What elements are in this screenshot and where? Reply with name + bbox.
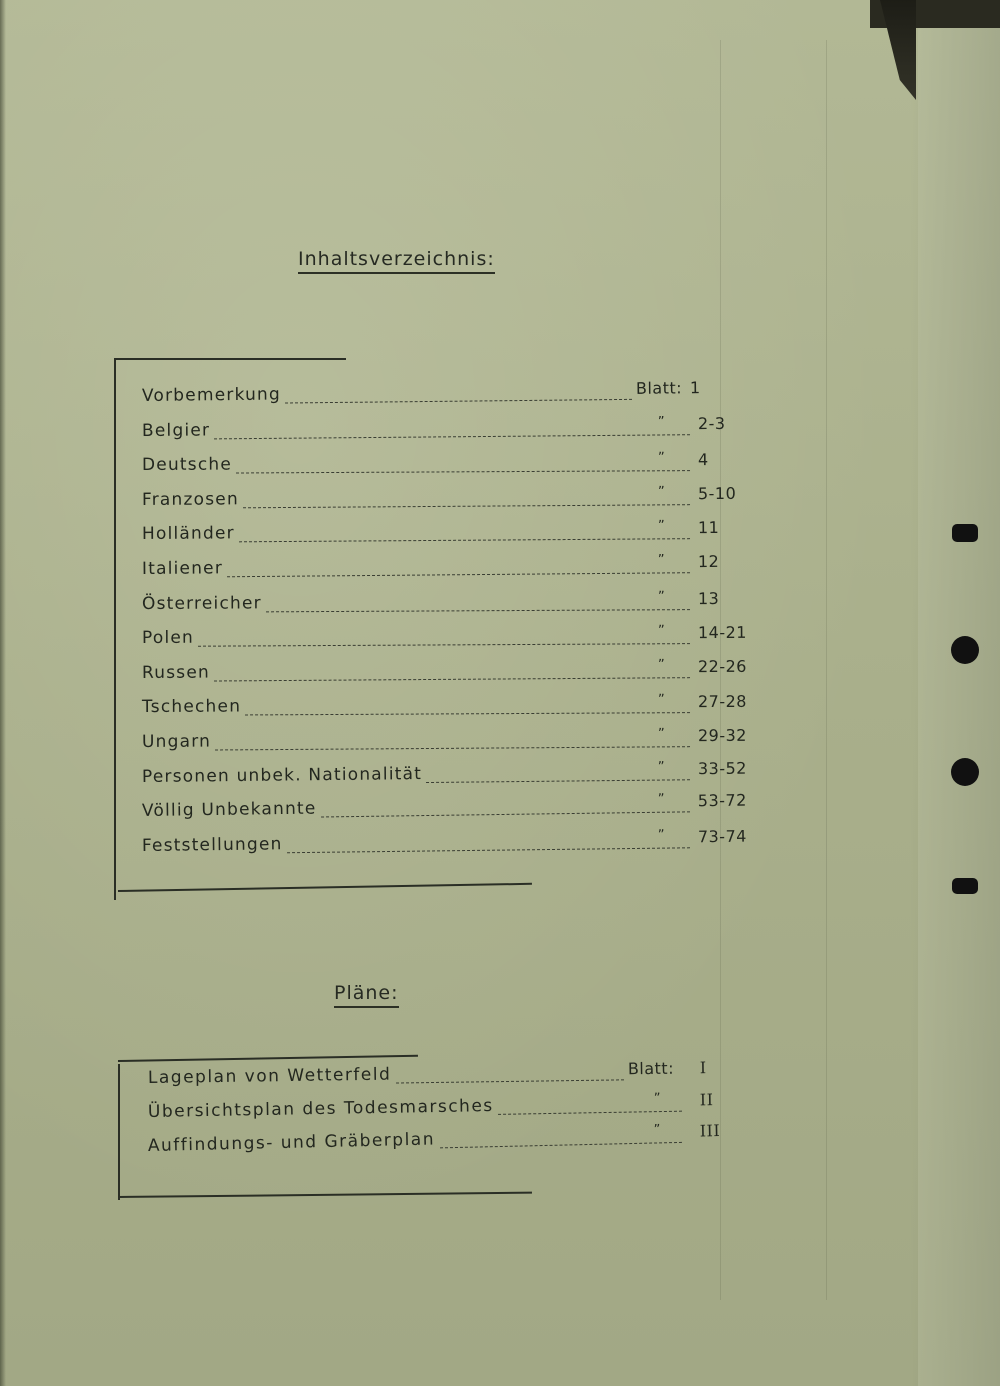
contents-row: [141, 691, 762, 725]
plans-entry-label: Lageplan von Wetterfeld: [147, 1064, 392, 1088]
plans-bracket-bottom: [118, 1192, 532, 1198]
leader-line: [287, 847, 690, 853]
leader-line: [243, 504, 690, 508]
page-title: Inhaltsverzeichnis:: [298, 248, 495, 274]
leader-line: [245, 712, 690, 715]
punch-hole: [952, 524, 978, 542]
ditto-mark: ”: [657, 827, 665, 843]
punch-hole: [952, 878, 978, 894]
blatt-label: Blatt:: [635, 378, 683, 398]
contents-entry-page: 22-26: [697, 656, 748, 677]
ditto-mark: ”: [657, 484, 665, 500]
ditto-mark: ”: [653, 1122, 661, 1138]
page-edge-shadow: [0, 0, 6, 1386]
plans-entry-page: III: [699, 1121, 721, 1141]
ditto-mark: ”: [657, 657, 665, 673]
leader-line: [498, 1111, 682, 1115]
contents-entry-page: 27-28: [697, 691, 748, 712]
contents-entry-page: 2-3: [697, 413, 726, 434]
leader-line: [440, 1142, 682, 1148]
contents-entry-page: 5-10: [697, 483, 737, 504]
ditto-mark: ”: [657, 552, 665, 568]
plans-bracket-left: [118, 1064, 120, 1200]
bracket-top: [114, 358, 346, 360]
contents-row: [141, 517, 762, 552]
contents-entry-page: 53-72: [697, 790, 747, 811]
contents-row: [141, 483, 762, 518]
contents-entry-page: 1: [689, 378, 701, 398]
contents-row: [141, 656, 762, 691]
contents-entry-label: Russen: [141, 662, 211, 683]
leader-line: [215, 746, 690, 750]
ditto-mark: ”: [657, 623, 665, 639]
contents-row: [141, 758, 762, 795]
contents-entry-page: 11: [697, 517, 720, 538]
contents-entry-page: 14-21: [697, 622, 748, 643]
plans-heading: Pläne:: [334, 982, 399, 1008]
contents-entry-page: 73-74: [697, 826, 747, 847]
punch-hole: [951, 758, 979, 786]
contents-entry-label: Personen unbek. Nationalität: [141, 764, 423, 787]
ditto-mark: ”: [657, 759, 665, 775]
contents-entry-label: Franzosen: [141, 489, 239, 510]
contents-entry-label: Holländer: [141, 523, 235, 544]
contents-entry-label: Feststellungen: [141, 834, 283, 856]
ditto-mark: ”: [657, 414, 665, 430]
bracket-bottom: [118, 883, 532, 892]
contents-row: [141, 413, 762, 449]
contents-row: [142, 828, 762, 864]
leader-line: [321, 811, 690, 817]
plans-row: [148, 1060, 728, 1096]
contents-row: [141, 622, 762, 656]
leader-line: [227, 572, 690, 577]
leader-line: [214, 434, 690, 439]
contents-entry-label: Tschechen: [141, 696, 242, 717]
contents-entry-page: 12: [697, 551, 720, 572]
bracket-left: [114, 358, 116, 900]
contents-row: [142, 380, 762, 414]
leader-line: [396, 1079, 624, 1083]
leader-line: [198, 643, 690, 647]
ditto-mark: ”: [653, 1091, 661, 1107]
ditto-mark: ”: [657, 518, 665, 534]
ditto-mark: ”: [657, 692, 665, 708]
leader-line: [236, 470, 690, 473]
contents-entry-page: 4: [697, 450, 709, 470]
punch-hole: [951, 636, 979, 664]
plans-entry-label: Übersichtsplan des Todesmarsches: [147, 1095, 494, 1122]
contents-entry-page: 13: [697, 588, 720, 609]
contents-row: [141, 588, 762, 622]
ditto-mark: ”: [657, 450, 665, 466]
plans-entry-label: Auffindungs- und Gräberplan: [147, 1129, 436, 1156]
leader-line: [239, 538, 690, 542]
contents-entry-label: Belgier: [141, 420, 211, 441]
ditto-mark: ”: [657, 791, 665, 807]
plans-entry-page: I: [699, 1058, 707, 1078]
contents-entry-label: Deutsche: [141, 454, 233, 475]
plans-entry-page: II: [699, 1090, 714, 1110]
contents-entry-label: Völlig Unbekannte: [141, 798, 317, 821]
blatt-label: Blatt:: [627, 1058, 675, 1079]
contents-row: [141, 725, 762, 760]
plans-bracket-top: [118, 1055, 418, 1062]
contents-entry-label: Italiener: [141, 558, 224, 579]
contents-row: [142, 452, 762, 483]
leader-line: [285, 399, 632, 404]
leader-line: [266, 609, 690, 612]
leader-line: [426, 779, 690, 783]
contents-entry-label: Vorbemerkung: [141, 384, 282, 406]
contents-row: [141, 551, 762, 587]
contents-entry-page: 29-32: [697, 725, 748, 746]
plans-row: [148, 1123, 728, 1164]
contents-entry-label: Ungarn: [141, 731, 212, 752]
binding-strip: [918, 20, 1000, 1386]
torn-corner: [880, 0, 916, 100]
contents-entry-page: 33-52: [697, 758, 747, 779]
ditto-mark: ”: [657, 726, 665, 742]
ditto-mark: ”: [657, 589, 665, 605]
leader-line: [214, 677, 690, 681]
faint-ruling: [826, 40, 827, 1300]
contents-entry-label: Polen: [141, 627, 195, 648]
contents-row: [142, 792, 762, 829]
contents-entry-label: Österreicher: [141, 593, 262, 614]
